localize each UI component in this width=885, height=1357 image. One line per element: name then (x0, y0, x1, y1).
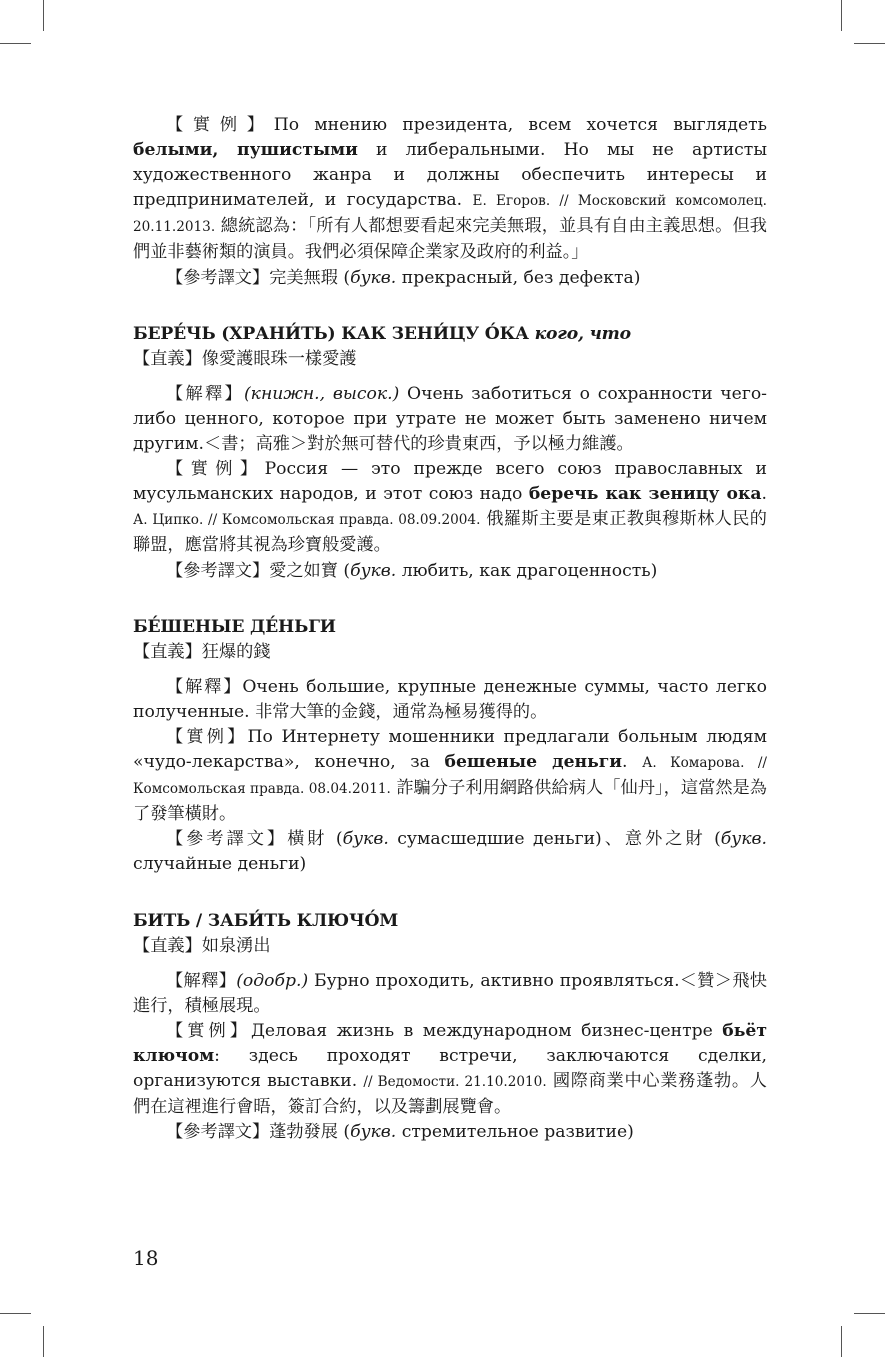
definition-paragraph: 【解釋】Очень большие, крупные денежные суммы, часто легко полученные. 非常大筆的金錢，通常為極易獲得的。 (133, 676, 767, 722)
example-paragraph: 【實例】Россия — это прежде всего союз православных и мусульманских народов, и этот союз надо беречь как зеницу ока. А. Ципко. // Комсомольская правда. 08.09.2004. 俄羅斯主要是東正教與穆斯林人民的聯盟，應當將其視為珍寶般愛護。 (133, 459, 767, 556)
literal-meaning: 【直義】如泉湧出 (133, 935, 271, 956)
definition-paragraph: 【解釋】(книжн., высок.) Очень заботиться о сохранности чего-либо ценного, которое при утрате не может быть заменено ничем другим.＜書；高雅＞對於無可替代的珍貴東西，予以極力維護。 (133, 383, 767, 455)
crop-mark (0, 1313, 31, 1314)
translation-paragraph: 【參考譯文】愛之如寶 (букв. любить, как драгоценность) (166, 560, 658, 581)
crop-mark (841, 0, 842, 31)
citation: А. Комарова. // Комсомольская правда. 08.04.2011. (133, 755, 768, 798)
definition-paragraph: 【解釋】(одобр.) Бурно проходить, активно проявляться.＜贊＞飛快進行，積極展現。 (133, 970, 767, 1016)
page-number: 18 (133, 1246, 159, 1270)
literal-meaning: 【直義】狂爆的錢 (133, 641, 271, 662)
translation-paragraph: 【參考譯文】完美無瑕 (букв. прекрасный, без дефекта) (166, 267, 641, 288)
crop-mark (854, 43, 885, 44)
page-body (133, 113, 767, 1145)
literal-meaning: 【直義】像愛護眼珠一樣愛護 (133, 348, 357, 369)
crop-mark (854, 1313, 885, 1314)
crop-mark (0, 43, 31, 44)
crop-mark (43, 1326, 44, 1357)
translation-paragraph: 【參考譯文】橫財 (букв. сумасшедшие деньги)、意外之財 (букв. случайные деньги) (133, 829, 767, 875)
example-paragraph: 【實例】Деловая жизнь в международном бизнес-центре бьёт ключом: здесь проходят встречи, заключаются сделки, организуются выставки. // Ведомости. 21.10.2010. 國際商業中心業務蓬勃。人們在這裡進行會晤，簽訂合約，以及籌劃展覽會。 (133, 1020, 767, 1118)
crop-mark (43, 0, 44, 31)
example-paragraph: 【實例】По мнению президента, всем хочется выглядеть белыми, пушистыми и либеральными. Но мы не артисты художественного жанра и должны обеспечить интересы и предпринимателей, и государства. Е. Егоров. // Московский комсомолец. 20.11.2013. 總統認為：「所有人都想要看起來完美無瑕，並具有自由主義思想。但我們並非藝術類的演員。我們必須保障企業家及政府的利益。」 (133, 115, 767, 263)
crop-mark (841, 1326, 842, 1357)
headword: БЕ́ШЕНЫЕ ДЕ́НЬГИ (133, 616, 336, 637)
citation: Е. Егоров. // Московский комсомолец. 20.11.2013. (133, 193, 767, 236)
headword: БЕРЕ́ЧЬ (ХРАНИ́ТЬ) КАК ЗЕНИ́ЦУ О́КА кого, что (133, 323, 631, 344)
headword: БИТЬ / ЗАБИ́ТЬ КЛЮЧО́М (133, 910, 399, 931)
citation: А. Ципко. // Комсомольская правда. 08.09.2004. (133, 512, 481, 529)
translation-paragraph: 【參考譯文】蓬勃發展 (букв. стремительное развитие) (166, 1122, 634, 1143)
citation: // Ведомости. 21.10.2010. (363, 1074, 547, 1091)
example-paragraph: 【實例】По Интернету мошенники предлагали больным людям «чудо-лекарства», конечно, за бешеные деньги. А. Комарова. // Комсомольская правда. 08.04.2011. 詐騙分子利用網路供給病人「仙丹」，這當然是為了發筆橫財。 (133, 726, 768, 825)
